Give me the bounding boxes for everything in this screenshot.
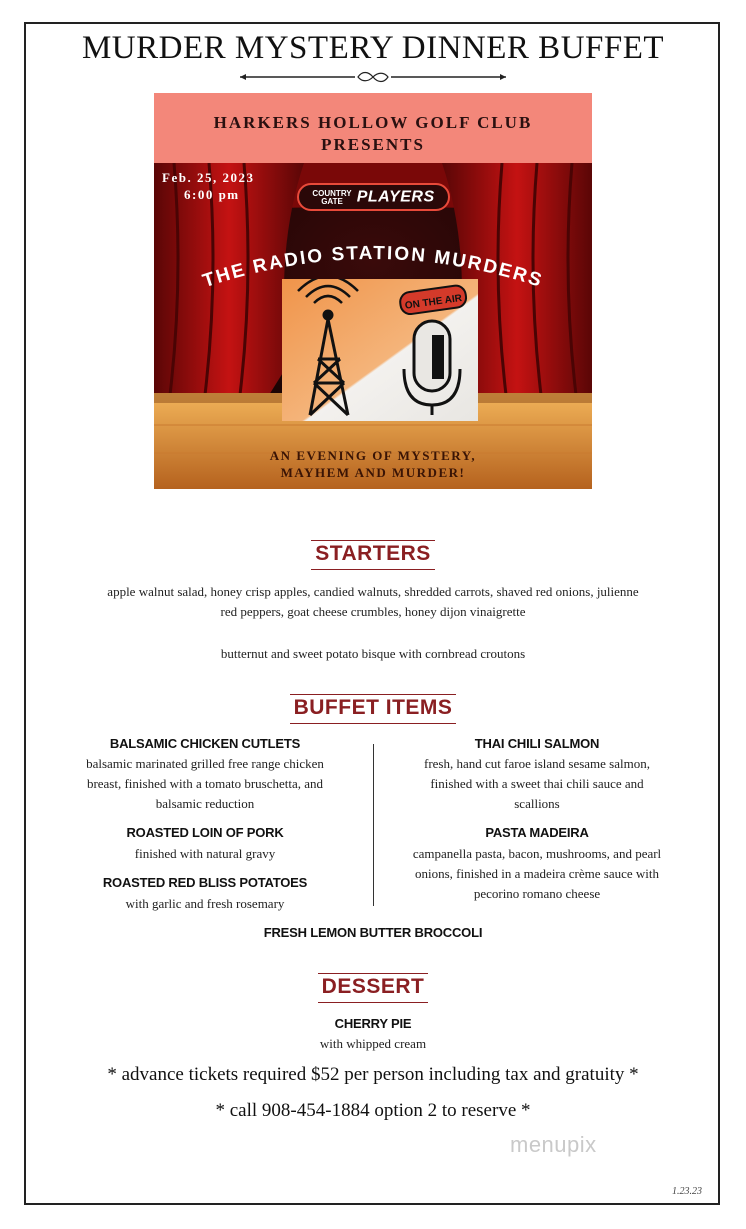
club-name: HARKERS HOLLOW GOLF CLUB bbox=[213, 113, 533, 132]
desc-line: fresh, hand cut faroe island sesame salmon, bbox=[424, 756, 650, 771]
bisque-description: butternut and sweet potato bisque with cornbread croutons bbox=[220, 646, 526, 661]
logo-country: COUNTRY bbox=[312, 188, 352, 198]
dessert-heading: DESSERT bbox=[0, 973, 746, 1003]
item-potatoes-name: ROASTED RED BLISS POTATOES bbox=[102, 875, 308, 890]
desc-line: balsamic reduction bbox=[155, 796, 255, 811]
logo-gate: GATE bbox=[321, 196, 343, 206]
logo-players: PLAYERS bbox=[356, 188, 435, 206]
item-pork-desc: finished with natural gravy bbox=[134, 846, 276, 861]
event-date-time bbox=[162, 169, 254, 203]
page-title: MURDER MYSTERY DINNER BUFFET bbox=[81, 30, 665, 66]
on-the-air-text: ON THE AIR bbox=[404, 292, 463, 312]
document-code: 1.23.23 bbox=[672, 1186, 702, 1197]
column-divider bbox=[373, 744, 374, 906]
poster-header-band bbox=[154, 93, 592, 163]
salad-line-1: apple walnut salad, honey crisp apples, candied walnuts, shredded carrots, shaved red onions, julienne bbox=[107, 584, 639, 599]
item-pasta-desc bbox=[392, 844, 682, 904]
desc-line: scallions bbox=[514, 796, 560, 811]
event-date: Feb. 25, 2023 bbox=[162, 170, 255, 185]
presents-label: PRESENTS bbox=[321, 135, 425, 154]
buffet-heading: BUFFET ITEMS bbox=[0, 694, 746, 724]
reserve-note: * call 908-454-1884 option 2 to reserve * bbox=[215, 1100, 531, 1121]
radio-tower-microphone-graphic bbox=[282, 279, 478, 421]
poster-tagline bbox=[154, 447, 592, 481]
item-salmon-desc bbox=[392, 754, 682, 814]
desc-line: onions, finished in a madeira crème sauce with bbox=[414, 866, 660, 881]
item-broccoli-name: FRESH LEMON BUTTER BROCCOLI bbox=[263, 925, 483, 940]
event-time: 6:00 pm bbox=[184, 187, 240, 202]
logo-small-text bbox=[312, 190, 351, 206]
salad-line-2: red peppers, goat cheese crumbles, honey dijon vinaigrette bbox=[220, 604, 526, 619]
desc-line: breast, finished with a tomato bruschetta, and bbox=[86, 776, 324, 791]
item-chicken-desc bbox=[60, 754, 350, 814]
item-potatoes-desc: with garlic and fresh rosemary bbox=[125, 896, 285, 911]
dessert-desc: with whipped cream bbox=[319, 1036, 427, 1051]
item-salmon-name: THAI CHILI SALMON bbox=[474, 736, 600, 751]
dessert-name: CHERRY PIE bbox=[334, 1016, 412, 1031]
desc-line: finished with a sweet thai chili sauce and bbox=[430, 776, 644, 791]
menupix-watermark: menupix bbox=[510, 1132, 597, 1157]
tagline-line-2: MAYHEM AND MURDER! bbox=[280, 465, 466, 480]
desc-line: balsamic marinated grilled free range chicken bbox=[86, 756, 324, 771]
country-gate-players-logo bbox=[297, 183, 450, 211]
item-chicken-name: BALSAMIC CHICKEN CUTLETS bbox=[109, 736, 301, 751]
desc-line: pecorino romano cheese bbox=[473, 886, 601, 901]
show-title: THE RADIO STATION MURDERS bbox=[200, 242, 546, 293]
item-pork-name: ROASTED LOIN OF PORK bbox=[126, 825, 284, 840]
item-pasta-name: PASTA MADEIRA bbox=[485, 825, 589, 840]
desc-line: campanella pasta, bacon, mushrooms, and pearl bbox=[412, 846, 662, 861]
title-flourish bbox=[240, 70, 506, 84]
starters-heading: STARTERS bbox=[0, 540, 746, 570]
event-poster bbox=[154, 93, 592, 489]
salad-description bbox=[40, 582, 706, 622]
tagline-line-1: AN EVENING OF MYSTERY, bbox=[269, 448, 477, 463]
tickets-note: * advance tickets required $52 per person including tax and gratuity * bbox=[107, 1064, 639, 1085]
